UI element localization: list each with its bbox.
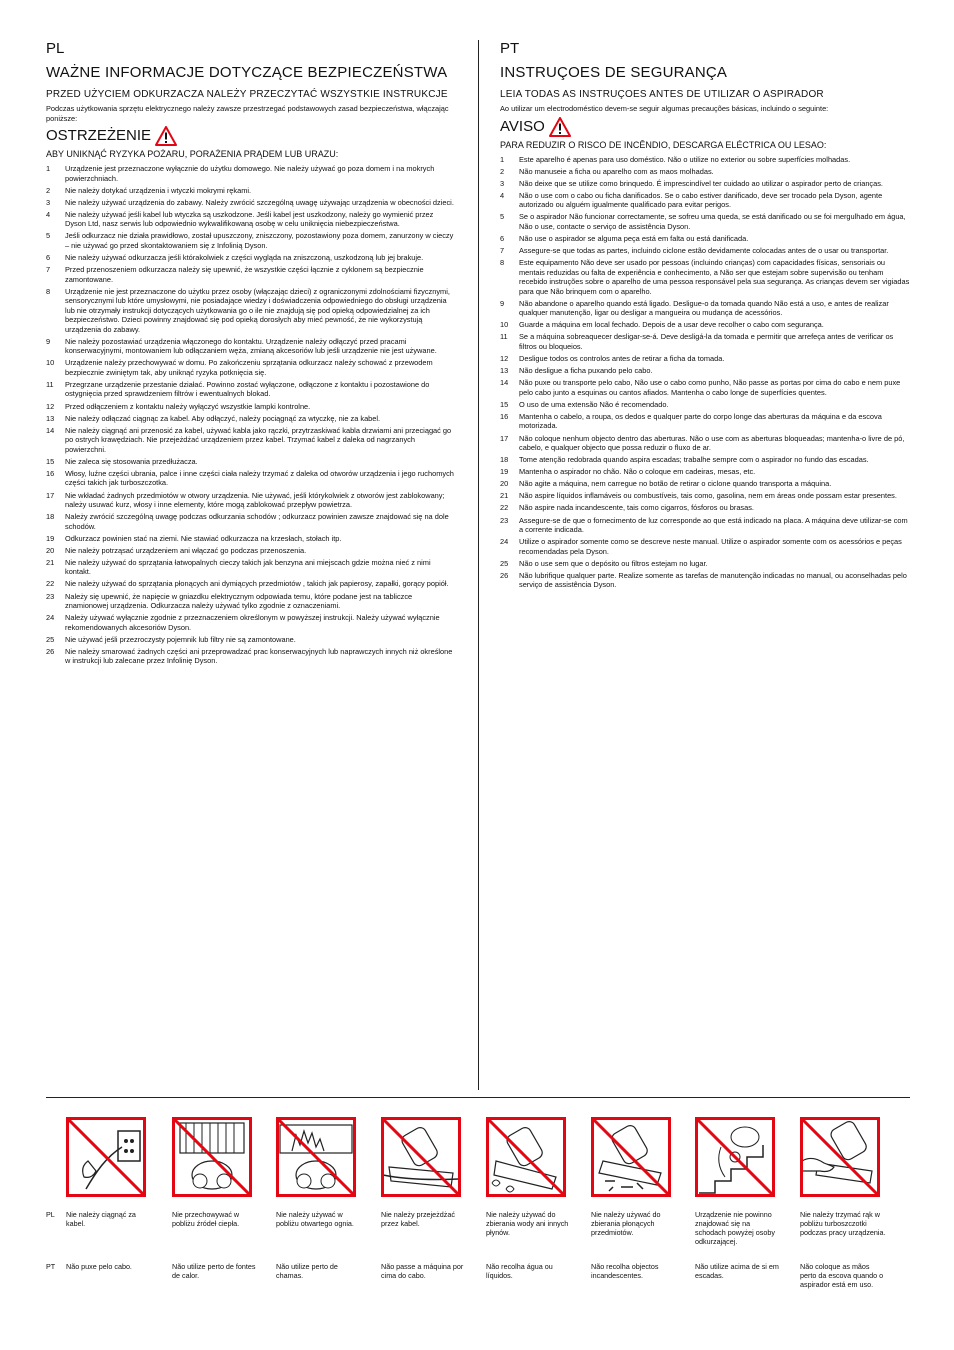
item-text: Guarde a máquina em local fechado. Depois de a usar deve recolher o cabo com segurança. <box>519 320 824 330</box>
item-number: 22 <box>46 579 55 589</box>
pictogram-caption: Não recolha objectos incandescentes. <box>591 1262 659 1280</box>
list-item <box>46 647 456 666</box>
item-text: Não lubrifique qualquer parte. Realize somente as tarefas de manutenção indicadas no manual, ou aconselhadas pelo serviço de assistência Dyson. <box>519 570 907 590</box>
pictogram-caption: Não puxe pelo cabo. <box>66 1262 132 1271</box>
item-number: 17 <box>46 490 55 500</box>
safety-list <box>46 164 456 666</box>
item-text: Não deixe que se utilize como brinquedo. É imprescindível ter cuidado ao utilizar o aspirador perto de crianças. <box>519 178 883 188</box>
pictogram-caption: Não recolha água ou líquidos. <box>486 1262 553 1280</box>
stairs-icon <box>695 1117 775 1197</box>
item-number: 22 <box>500 503 509 513</box>
pictogram-caption: Nie należy przejeżdżać przez kabel. <box>381 1210 455 1228</box>
safety-list <box>500 155 910 590</box>
stairs-icon <box>695 1117 775 1197</box>
item-text: Não manuseie a ficha ou aparelho com as maos molhadas. <box>519 166 714 176</box>
item-text: Przegrzane urządzenie przestanie działać. Powinno zostać wyłączone, odłączone z kontaktu i pozostawione do ostygnięcia przed sprawdzeniem filtrów i ewentualnych blokad. <box>65 379 430 399</box>
caption-language-code: PT <box>46 1262 56 1271</box>
pictogram-caption: Nie należy używać w pobliżu otwartego ognia. <box>276 1210 354 1228</box>
list-item <box>46 426 456 455</box>
list-item <box>46 402 456 412</box>
hand-brushbar-icon <box>800 1117 880 1197</box>
item-number: 16 <box>500 411 509 421</box>
item-text: Este equipamento Não deve ser usado por pessoas (incluindo crianças) com capacidades físicas, sensoriais ou mentais reduzidas ou falta de experiência e conhecimento, a Não ser que estejam sobre supervisão ou tenham recebido instruções sobre o aparelho de uma pessoa responsável pela sua segurança. As crianças devem ser vigiadas para que Não brinquem com o aparelho. <box>519 258 910 296</box>
item-number: 11 <box>500 332 508 342</box>
section-title: INSTRUÇOES DE SEGURANÇA <box>500 64 728 81</box>
list-item <box>500 234 910 244</box>
item-text: Należy używać wyłącznie zgodnie z przeznaczeniem określonym w powyższej instrukcji. Należy używać wyłącznie rekomendowanych akcesoriów Dyson. <box>65 613 440 632</box>
item-number: 15 <box>500 399 509 409</box>
pictogram-caption: Não passe a máquina por cima do cabo. <box>381 1262 464 1280</box>
item-text: Assegure-se de que o fornecimento de luz corresponde ao que está indicado na placa. A máquina deve utilizar-se com a corrente indicada. <box>519 515 908 535</box>
run-over-cord-icon <box>381 1117 461 1197</box>
item-text: Não desligue a ficha puxando pelo cabo. <box>519 366 653 376</box>
pictogram-caption: Nie należy ciągnąć za kabel. <box>66 1210 136 1228</box>
item-number: 23 <box>500 515 509 525</box>
item-text: Nie należy pozostawiać urządzenia włączonego do kontaktu. Urządzenie należy odłączyć przed pracami konserwacyjnymi, montowaniem lub odłączaniem węża, zmianą akcesoriów lub jeśli urządzenie nie jest używane. <box>65 336 437 356</box>
item-number: 5 <box>500 212 505 222</box>
item-text: O uso de uma extensão Não é recomendado. <box>519 399 669 409</box>
list-item <box>500 467 910 477</box>
list-item <box>46 337 456 356</box>
item-text: Nie należy ciągnąć ani przenosić za kabel, używać kabla jako rączki, przytrzaskiwać kabla drzwiami ani przeciągać go po ostrych krawędziach. Nie przejeżdżać urządzeniem przez kabel. Trzymać kabel z daleka od nagrzanych powierzchni. <box>65 425 452 454</box>
list-item <box>500 516 910 535</box>
item-number: 1 <box>46 164 51 173</box>
item-number: 13 <box>500 366 509 376</box>
list-item <box>46 469 456 488</box>
list-item <box>46 265 456 284</box>
item-text: Należy się upewnić, że napięcie w gniazdku elektrycznym odpowiada temu, które podane jest na tabliczce znamionowej urządzenia. Odkurzacza należy używać tylko zgodnie z oznaczeniami. <box>65 591 413 611</box>
item-number: 14 <box>46 425 55 435</box>
list-item <box>500 455 910 465</box>
item-text: Nie należy używać urządzenia do zabawy. Należy zwrócić szczególną uwagę używając urządzenia w obecności dzieci. <box>65 197 454 207</box>
warning-heading <box>46 126 456 146</box>
item-number: 1 <box>500 154 505 164</box>
item-text: Tome atenção redobrada quando aspira escadas; trabalhe sempre com o aspirador no fundo das escadas. <box>519 455 869 465</box>
item-text: Não coloque nenhum objecto dentro das aberturas. Não o use com as aberturas bloqueadas; mantenha-o livre de pó, cabelo, e qualquer objecto que possa reduzir o fluxo de ar. <box>519 433 905 452</box>
item-number: 24 <box>500 537 509 547</box>
item-number: 6 <box>500 233 505 243</box>
list-item <box>46 414 456 424</box>
item-text: Włosy, luźne części ubrania, palce i inne części ciała należy trzymać z daleka od otworów urządzenia i jego ruchomych części takich jak turboszczotka. <box>65 468 454 488</box>
item-number: 26 <box>46 646 55 656</box>
fireplace-icon <box>276 1117 356 1197</box>
list-item <box>46 358 456 377</box>
item-text: Urządzenie nie jest przeznaczone do użytku przez osoby (włączając dzieci) z ograniczonymi zdolnościami fizycznymi, sensorycznymi lub które umysłowymi, nie posiadające wiedzy i doświadczenia odpowiedniego do obsługi urządzenia lub nie otrzymały instrukcji dotyczących użytkowania go o ile nie znajdują się pod opieką odpowiedzialnej za ich bezpieczeństwo. Dzieci powinny znajdować się pod opieką dorosłych aby mieć pewność, że nie wykorzystują urządzenia do zabawy. <box>65 286 450 334</box>
item-number: 4 <box>46 209 51 219</box>
item-number: 21 <box>46 557 55 567</box>
item-number: 26 <box>500 570 509 580</box>
caption-language-code: PL <box>46 1210 55 1219</box>
item-text: Mantenha o cabelo, a roupa, os dedos e qualquer parte do corpo longe das aberturas da máquina e da escova motorizada. <box>519 411 882 431</box>
item-text: Utilize o aspirador somente como se descreve neste manual. Utilize o aspirador somente com os acessórios e peças recomendadas pela Dyson. <box>519 537 902 556</box>
list-item <box>500 559 910 569</box>
burning-objects-icon <box>591 1117 671 1197</box>
pictogram-caption: Nie przechowywać w pobliżu źródeł ciepła. <box>172 1210 240 1228</box>
list-item <box>46 287 456 335</box>
list-item <box>46 546 456 556</box>
item-number: 8 <box>500 258 505 268</box>
run-over-cord-icon <box>381 1117 461 1197</box>
warning-triangle-icon <box>549 117 571 137</box>
list-item <box>46 635 456 645</box>
list-item <box>46 558 456 577</box>
item-text: Nie należy używać do sprzątania płonących ani dymiących przedmiotów , takich jak papierosy, zapałki, gorący popiół. <box>65 579 449 589</box>
warning-label: OSTRZEŻENIE <box>46 127 152 144</box>
item-text: Jeśli odkurzacz nie działa prawidłowo, został upuszczony, zniszczony, pozostawiony poza domem, zanurzony w cieczy – nie używać go przed skontaktowaniem się z Infolinią Dyson. <box>65 231 454 250</box>
item-text: Urządzenie należy przechowywać w domu. Po zakończeniu sprzątania odkurzacz należy schować z przewodem bezpiecznie zwiniętym tak, aby uniknąć ryzyka potknięcia się. <box>65 358 433 377</box>
list-item <box>46 210 456 229</box>
list-item <box>500 191 910 210</box>
list-item <box>500 258 910 296</box>
water-liquid-icon <box>486 1117 566 1197</box>
item-number: 12 <box>500 354 509 364</box>
item-text: Nie należy odłączać ciągnąc za kabel. Aby odłączyć, należy pociągnąć za wtyczkę, nie za kabel. <box>65 413 381 423</box>
item-number: 20 <box>500 479 509 489</box>
section-pl <box>46 40 456 668</box>
pull-cord-plug-icon <box>66 1117 146 1197</box>
item-number: 25 <box>500 558 509 568</box>
item-text: Nie zaleca się stosowania przedłużacza. <box>65 456 198 466</box>
item-number: 3 <box>500 178 505 188</box>
list-item <box>46 231 456 250</box>
item-number: 6 <box>46 252 51 262</box>
list-item <box>500 434 910 453</box>
item-number: 10 <box>46 358 55 368</box>
item-text: Não aspire líquidos inflamáveis ou combustíveis, tais como, gasolina, nem em áreas onde possam estar presentes. <box>519 491 897 501</box>
item-number: 2 <box>46 185 51 195</box>
list-item <box>46 164 456 183</box>
list-item <box>500 366 910 376</box>
item-number: 7 <box>46 265 51 275</box>
item-number: 17 <box>500 433 509 443</box>
warning-label: AVISO <box>500 117 545 135</box>
language-code: PL <box>46 40 65 57</box>
pictogram-caption: Não coloque as mãos perto da escova quando o aspirador está em uso. <box>800 1262 884 1289</box>
item-text: Não abandone o aparelho quando está ligado. Desligue-o da tomada quando Não está a uso, e antes de realizar qualquer manutenção, ligar ou desligar a mangueira ou mudança de acessórios. <box>519 298 889 318</box>
item-number: 9 <box>500 298 505 308</box>
item-text: Nie należy używać jeśli kabel lub wtyczka są uszkodzone. Jeśli kabel jest uszkodzony, należy go wymienić przez Dyson Ltd, nasz serwis lub odpowiednio wykwalifikowaną osobę w celu uniknięcia niebezpieczeństwa. <box>65 209 434 229</box>
item-number: 2 <box>500 166 505 176</box>
list-item <box>500 412 910 431</box>
pictogram-caption: Nie należy używać do zbierania płonących przedmiotów. <box>591 1210 661 1237</box>
list-item <box>46 613 456 632</box>
item-number: 16 <box>46 468 55 478</box>
item-number: 3 <box>46 197 51 207</box>
list-item <box>500 155 910 165</box>
list-item <box>500 491 910 501</box>
intro-text: Ao utilizar um electrodoméstico devem-se seguir algumas precauções básicas, incluindo o seguinte: <box>500 104 829 113</box>
item-number: 13 <box>46 413 55 423</box>
pictogram-caption: Nie należy używać do zbierania wody ani innych płynów. <box>486 1210 569 1237</box>
warning-heading <box>500 117 910 137</box>
item-text: Urządzenie jest przeznaczone wyłącznie do użytku domowego. Nie należy używać go poza domem i na mokrych powierzchniach. <box>65 164 435 183</box>
section-divider <box>46 1097 910 1098</box>
list-item <box>500 479 910 489</box>
item-number: 21 <box>500 491 509 501</box>
item-text: Nie należy smarować żadnych części ani przeprowadzać prac konserwacyjnych lub naprawczych innych niż określone w instrukcji lub zalecane przez Infolinię Dyson. <box>65 646 453 666</box>
item-number: 8 <box>46 286 51 296</box>
hand-brushbar-icon <box>800 1117 880 1197</box>
item-text: Não agite a máquina, nem carregue no botão de retirar o ciclone quando transporta a máquina. <box>519 479 832 489</box>
list-item <box>46 457 456 467</box>
item-text: Não use o aspirador se alguma peça está em falta ou está danificada. <box>519 233 749 243</box>
list-item <box>46 592 456 611</box>
radiator-heat-icon <box>172 1117 252 1197</box>
item-number: 18 <box>500 455 509 465</box>
list-item <box>500 537 910 556</box>
warning-triangle-icon <box>155 126 177 146</box>
list-item <box>500 167 910 177</box>
item-text: Não aspire nada incandescente, tais como cigarros, fósforos ou brasas. <box>519 503 754 513</box>
list-item <box>46 380 456 399</box>
section-title: WAŻNE INFORMACJE DOTYCZĄCE BEZPIECZEŃSTWA <box>46 64 448 81</box>
section-subtitle: PRZED UŻYCIEM ODKURZACZA NALEŻY PRZECZYTAĆ WSZYSTKIE INSTRUKCJE <box>46 89 448 100</box>
item-text: Assegure-se que todas as partes, incluindo ciclone estão devidamente colocadas antes de o usar ou transportar. <box>519 246 889 256</box>
list-item <box>500 571 910 590</box>
item-text: Desligue todos os controlos antes de retirar a ficha da tomada. <box>519 354 725 364</box>
list-item <box>46 186 456 196</box>
item-number: 19 <box>500 467 509 477</box>
item-number: 18 <box>46 512 55 522</box>
fire-risk-heading: PARA REDUZIR O RISCO DE INCÊNDIO, DESCARGA ELÉCTRICA OU LESAO: <box>500 139 827 150</box>
list-item <box>46 534 456 544</box>
item-text: Przed przenoszeniem odkurzacza należy się upewnić, że wszystkie części łącznie z cyklonem są bezpiecznie zamontowane. <box>65 265 424 284</box>
item-text: Nie należy potrząsać urządzeniem ani włączać go podczas przenoszenia. <box>65 545 307 555</box>
pictogram-caption: Nie należy trzymać rąk w pobliżu turboszczotki podczas pracy urządzenia. <box>800 1210 886 1237</box>
list-item <box>500 354 910 364</box>
item-text: Mantenha o aspirador no chão. Não o coloque em cadeiras, mesas, etc. <box>519 467 756 477</box>
fireplace-icon <box>276 1117 356 1197</box>
item-text: Należy zwrócić szczególną uwagę podczas odkurzania schodów ; odkurzacz powinien zawsze znajdować się na dole schodów. <box>65 512 449 531</box>
item-number: 23 <box>46 591 55 601</box>
pictogram-caption: Não utilize acima de si em escadas. <box>695 1262 779 1280</box>
item-number: 20 <box>46 545 55 555</box>
list-item <box>500 212 910 231</box>
list-item <box>46 512 456 531</box>
list-item <box>500 179 910 189</box>
item-text: Odkurzacz powinien stać na ziemi. Nie stawiać odkurzacza na krzesłach, stołach itp. <box>65 533 342 543</box>
item-text: Se a máquina sobreaquecer desligar-se-á. Deve desligá-la da tomada e permitir que arrefeça antes de verificar os filtros ou bloqueios. <box>519 332 894 351</box>
item-number: 19 <box>46 533 55 543</box>
item-number: 12 <box>46 401 55 411</box>
item-number: 15 <box>46 456 55 466</box>
section-subtitle: LEIA TODAS AS INSTRUÇOES ANTES DE UTILIZAR O ASPIRADOR <box>500 89 824 100</box>
list-item <box>500 320 910 330</box>
item-text: Nie należy używać odkurzacza jeśli którakolwiek z części wygląda na zniszczoną, uszkodzoną lub jej brakuje. <box>65 252 424 262</box>
list-item <box>46 253 456 263</box>
pull-cord-plug-icon <box>66 1117 146 1197</box>
item-number: 7 <box>500 246 505 256</box>
item-number: 5 <box>46 231 51 241</box>
pictogram-caption: Não utilize perto de fontes de calor. <box>172 1262 256 1280</box>
item-text: Nie wkładać żadnych przedmiotów w otwory urządzenia. Nie używać, jeśli którykolwiek z otworów jest zablokowany; należy usuwać kurz, włosy i inne elementy, które mogą zablokować przepływ powietrza. <box>65 490 445 509</box>
burning-objects-icon <box>591 1117 671 1197</box>
list-item <box>46 491 456 510</box>
list-item <box>500 299 910 318</box>
radiator-heat-icon <box>172 1117 252 1197</box>
list-item <box>500 400 910 410</box>
fire-risk-heading: ABY UNIKNĄĆ RYZYKA POŻARU, PORAŻENIA PRĄDEM LUB URAZU: <box>46 149 339 159</box>
list-item <box>500 378 910 397</box>
list-item <box>46 198 456 208</box>
intro-text: Podczas użytkowania sprzętu elektrycznego należy zawsze przestrzegać podstawowych zasad bezpieczeństwa, włączając poniższe: <box>46 104 449 123</box>
item-number: 10 <box>500 320 509 330</box>
item-number: 9 <box>46 336 51 346</box>
list-item <box>500 246 910 256</box>
item-number: 24 <box>46 613 55 623</box>
item-number: 25 <box>46 634 55 644</box>
list-item <box>500 332 910 351</box>
item-text: Este aparelho é apenas para uso doméstico. Não o utilize no exterior ou sobre superfícies molhadas. <box>519 154 851 164</box>
pictogram-caption: Urządzenie nie powinno znajdować się na schodach powyżej osoby odkurzającej. <box>695 1210 775 1246</box>
item-text: Não o use sem que o depósito ou filtros estejam no lugar. <box>519 558 708 568</box>
column-divider <box>478 40 479 1090</box>
item-text: Não o use com o cabo ou ficha danificados. Se o cabo estiver danificado, deve ser trocado pela Dyson, agente autorizado ou alguém igualmente qualificado para evitar perigos. <box>519 190 883 210</box>
item-text: Nie należy używać do sprzątania łatwopalnych cieczy takich jak benzyna ani miejscach gdzie można nieć z nimi kontakt. <box>65 557 431 577</box>
list-item <box>46 579 456 589</box>
item-number: 14 <box>500 378 509 388</box>
item-number: 11 <box>46 379 54 389</box>
pictogram-caption: Não utilize perto de chamas. <box>276 1262 338 1280</box>
item-text: Przed odłączeniem z kontaktu należy wyłączyć wszystkie lampki kontrolne. <box>65 401 311 411</box>
item-text: Não puxe ou transporte pelo cabo, Não use o cabo como punho, Não passe as portas por cima do cabo e nem puxe pelo cabo junto a esquinas ou cantos afiados. Mantenha o cabo longe de superfícies quentes. <box>519 378 901 397</box>
item-text: Nie używać jeśli przezroczysty pojemnik lub filtry nie są zamontowane. <box>65 634 296 644</box>
item-text: Nie należy dotykać urządzenia i wtyczki mokrymi rękami. <box>65 185 252 195</box>
list-item <box>500 503 910 513</box>
item-number: 4 <box>500 190 505 200</box>
water-liquid-icon <box>486 1117 566 1197</box>
section-pt <box>500 40 910 592</box>
language-code: PT <box>500 40 520 57</box>
item-text: Se o aspirador Não funcionar correctamente, se sofreu uma queda, se está danificado ou se foi mergulhado em água, Não o use, contacte o serviço de assistência Dyson. <box>519 212 906 231</box>
